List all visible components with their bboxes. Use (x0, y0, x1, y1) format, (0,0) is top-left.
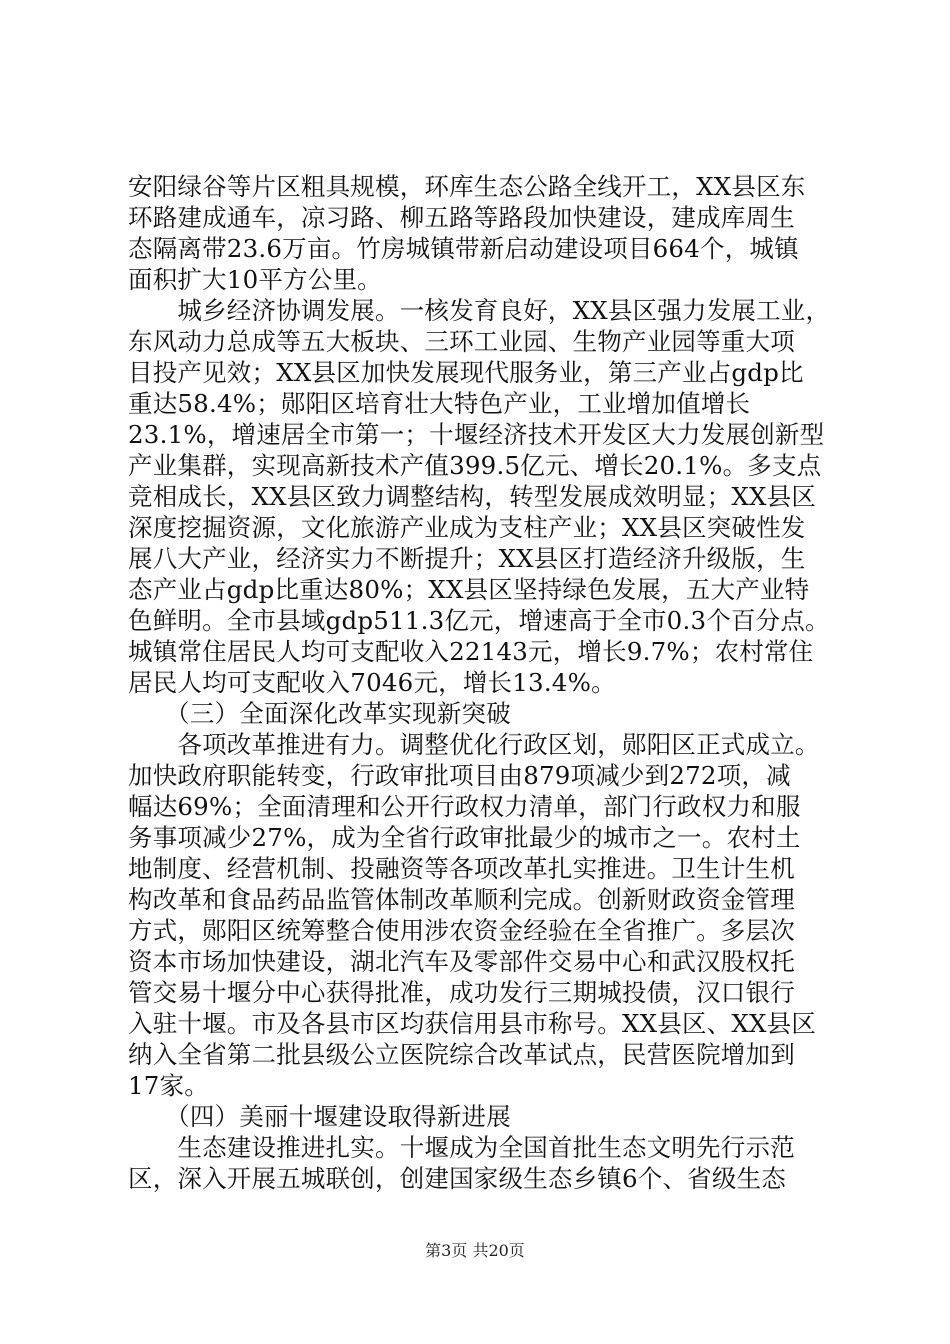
section-heading: （三）全面深化改革实现新突破 (128, 699, 511, 728)
text-line: 资本市场加快建设，湖北汽车及零部件交易中心和武汉股权托 (128, 947, 795, 976)
text-line: 城乡经济协调发展。一核发育良好，XX县区强力发展工业， (128, 296, 831, 325)
text-line: 展八大产业，经济实力不断提升；XX县区打造经济升级版，生 (128, 544, 806, 573)
text-line: 深度挖掘资源，文化旅游产业成为支柱产业；XX县区突破性发 (128, 513, 806, 542)
text-line: 务事项减少27%，成为全省行政审批最少的城市之一。农村土 (128, 823, 801, 852)
text-line: 管交易十堰分中心获得批准，成功发行三期城投债，汉口银行 (128, 978, 795, 1007)
text-line: 方式，郧阳区统筹整合使用涉农资金经验在全省推广。多层次 (128, 916, 795, 945)
text-line: 居民人均可支配收入7046元，增长13.4%。 (128, 668, 616, 697)
document-body (128, 171, 831, 1194)
text-line: 城镇常住居民人均可支配收入22143元，增长9.7%；农村常住 (128, 637, 814, 666)
text-line: 纳入全省第二批县级公立医院综合改革试点，民营医院增加到 (128, 1040, 795, 1069)
text-line: 态隔离带23.6万亩。竹房城镇带新启动建设项目664个，城镇 (128, 234, 799, 263)
text-line: 区，深入开展五城联创，创建国家级生态乡镇6个、省级生态 (128, 1164, 786, 1193)
text-line: 态产业占gdp比重达80%；XX县区坚持绿色发展，五大产业特 (128, 575, 810, 604)
page-footer: 第3页 共20页 (425, 1241, 525, 1260)
text-line: 加快政府职能转变，行政审批项目由879项减少到272项，减 (128, 761, 791, 790)
text-line: 23.1%，增速居全市第一；十堰经济技术开发区大力发展创新型 (128, 420, 825, 449)
text-line: 地制度、经营机制、投融资等各项改革扎实推进。卫生计生机 (128, 854, 795, 883)
text-line: 色鲜明。全市县域gdp511.3亿元，增速高于全市0.3个百分点。 (128, 606, 830, 635)
text-line: 入驻十堰。市及各县市区均获信用县市称号。XX县区、XX县区 (128, 1009, 817, 1038)
text-line: 构改革和食品药品监管体制改革顺利完成。创新财政资金管理 (128, 885, 795, 914)
section-heading: （四）美丽十堰建设取得新进展 (128, 1102, 511, 1131)
text-line: 面积扩大10平方公里。 (128, 265, 382, 294)
text-line: 目投产见效；XX县区加快发展现代服务业，第三产业占gdp比 (128, 358, 804, 387)
text-line: 生态建设推进扎实。十堰成为全国首批生态文明先行示范 (128, 1133, 795, 1162)
text-line: 安阳绿谷等片区粗具规模，环库生态公路全线开工，XX县区东 (128, 172, 806, 201)
text-line: 东风动力总成等五大板块、三环工业园、生物产业园等重大项 (128, 327, 795, 356)
text-line: 幅达69%；全面清理和公开行政权力清单，部门行政权力和服 (128, 792, 801, 821)
text-line: 17家。 (128, 1071, 209, 1100)
text-line: 重达58.4%；郧阳区培育壮大特色产业，工业增加值增长 (128, 389, 751, 418)
text-line: 产业集群，实现高新技术产值399.5亿元、增长20.1%。多支点 (128, 451, 822, 480)
text-line: 环路建成通车，凉习路、柳五路等路段加快建设，建成库周生 (128, 203, 795, 232)
text-line: 各项改革推进有力。调整优化行政区划，郧阳区正式成立。 (128, 730, 820, 759)
text-line: 竞相成长，XX县区致力调整结构，转型发展成效明显；XX县区 (128, 482, 817, 511)
